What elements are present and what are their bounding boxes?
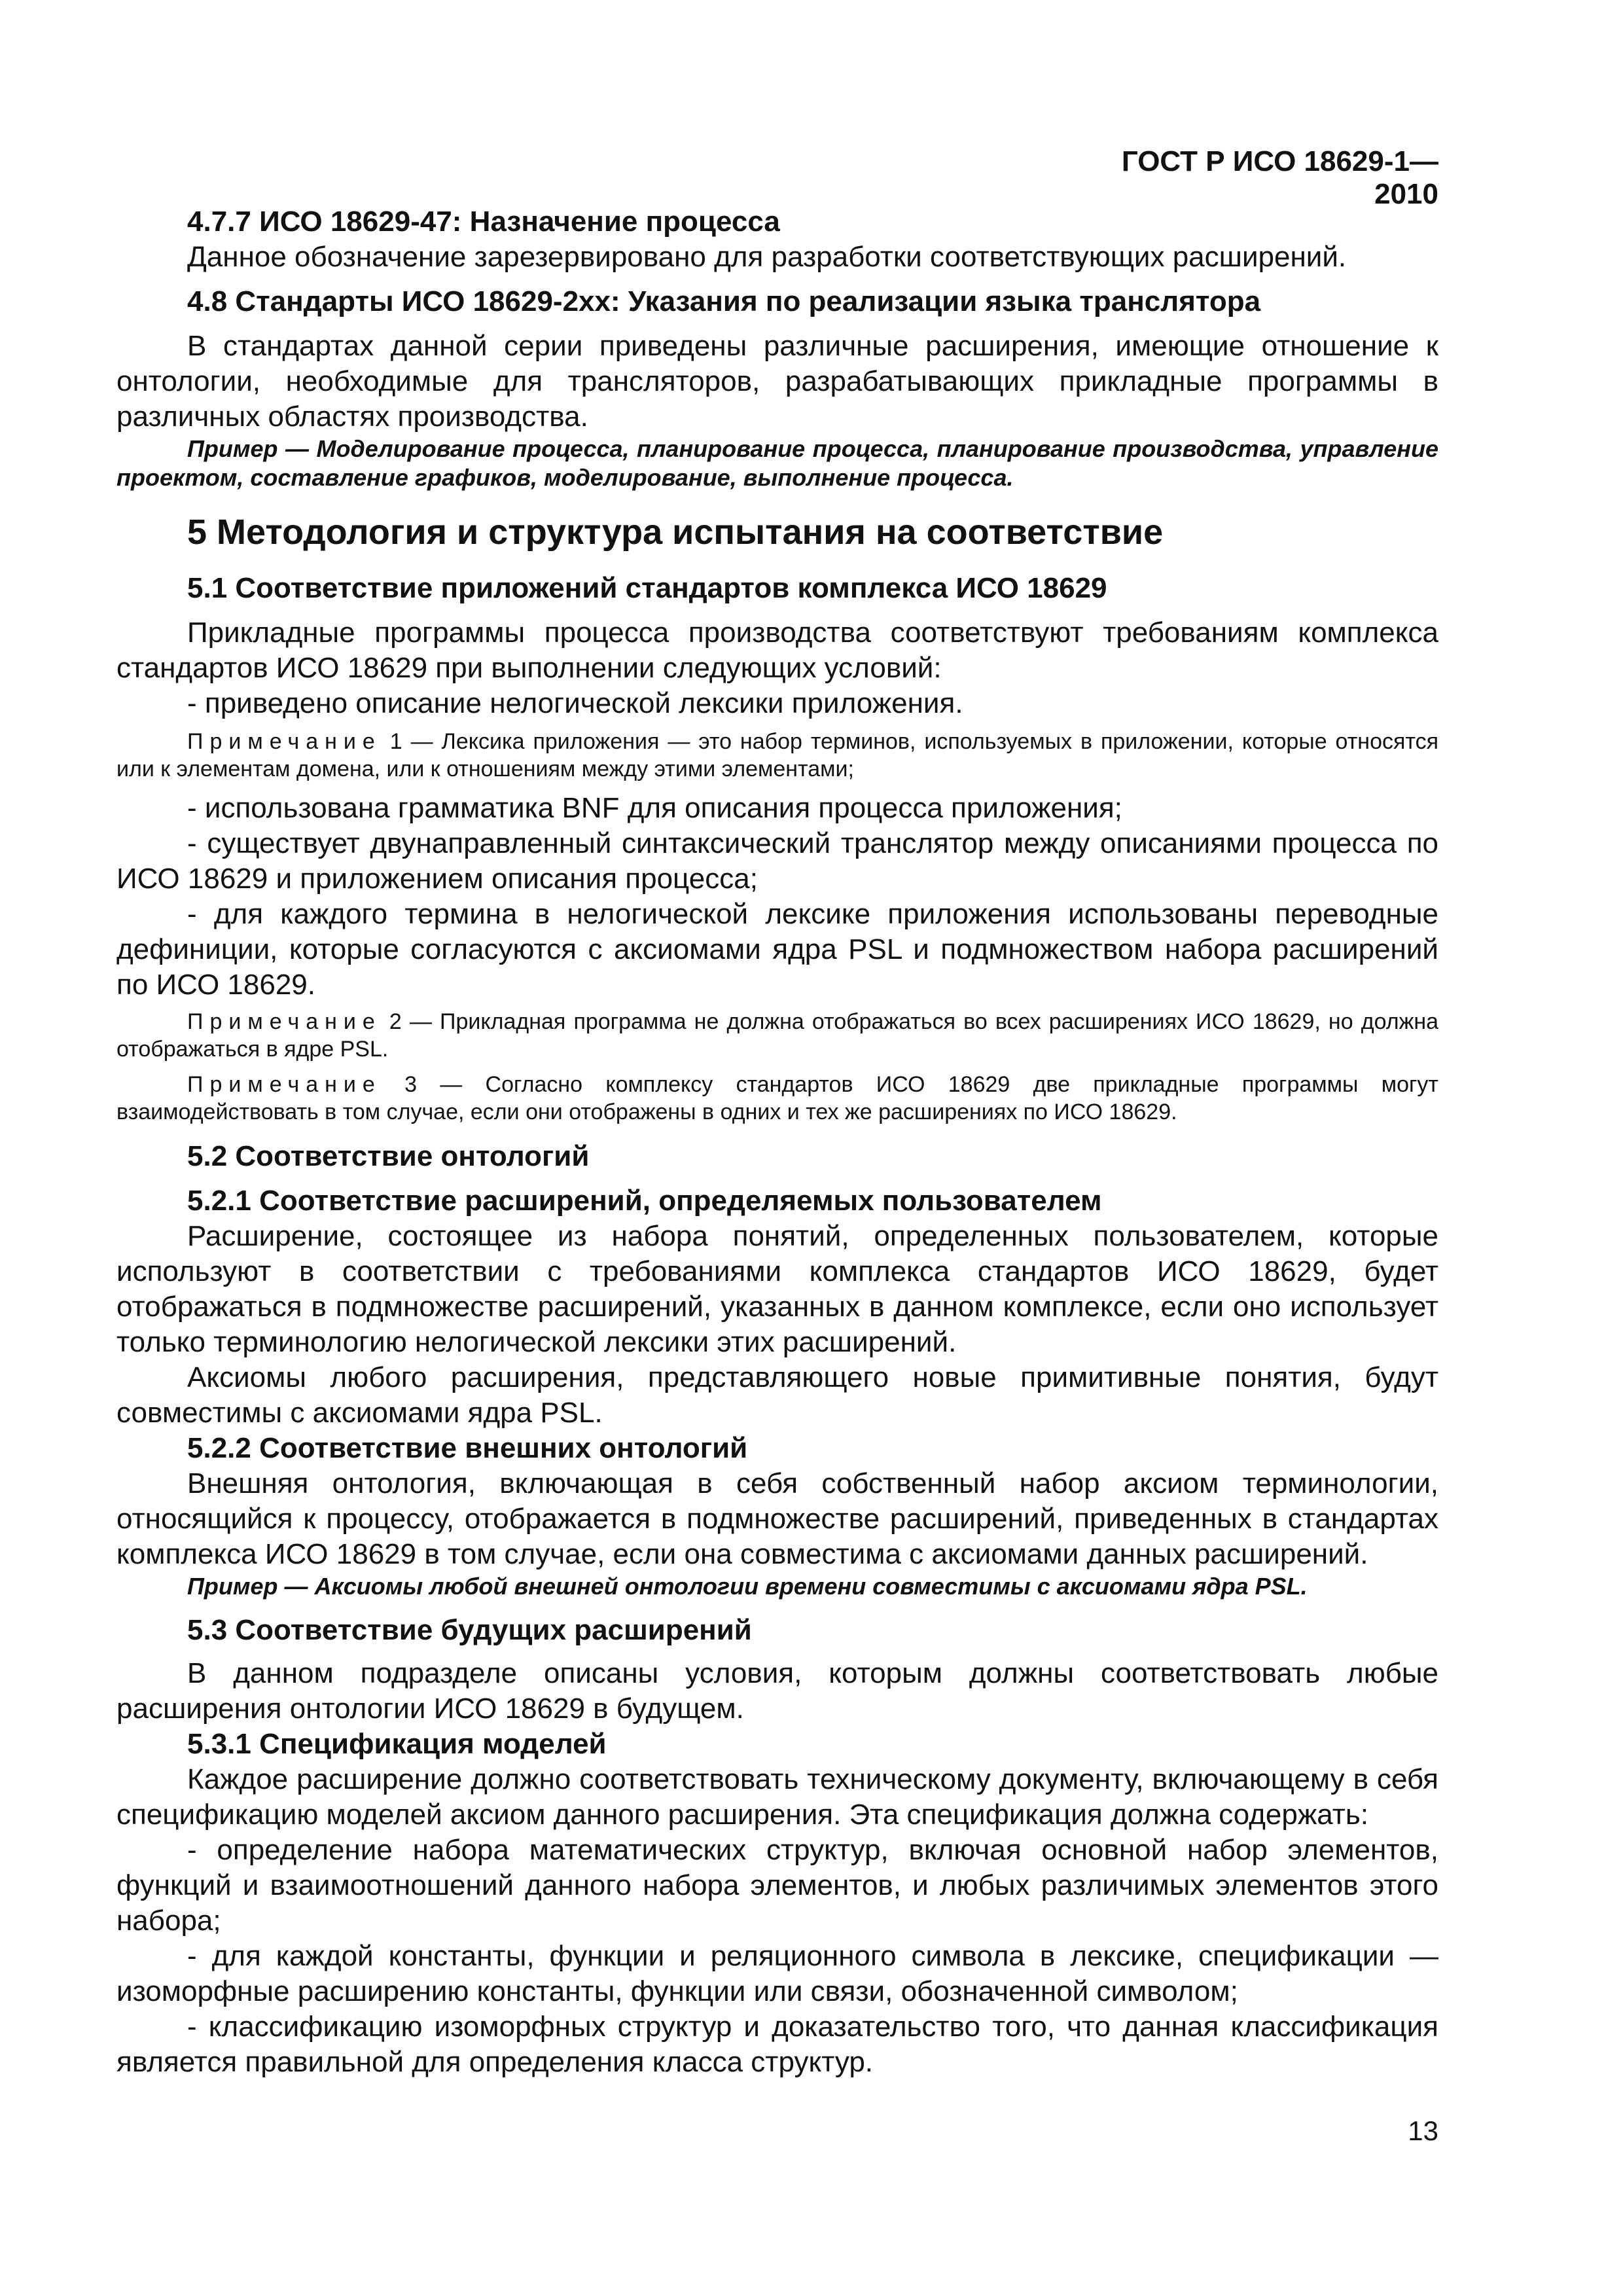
- note-label: Примечание: [187, 1009, 382, 1034]
- note: [116, 1008, 1438, 1063]
- note: [116, 728, 1438, 783]
- clause-heading: 5.2 Соответствие онтологий: [187, 1140, 590, 1172]
- note: [116, 1071, 1438, 1126]
- clause-heading: 5.3 Соответствие будущих расширений: [187, 1614, 752, 1646]
- document-id-header: ГОСТ Р ИСО 18629-1—2010: [1121, 145, 1438, 210]
- list-item: - определение набора математических структур, включая основной набор элементов, функций и взаимоотношений данного набора элементов, и любых различимых элементов этого набора;: [116, 1834, 1438, 1937]
- page-number: 13: [1408, 2115, 1438, 2146]
- example-text: Пример — Аксиомы любой внешней онтологии времени совместимы с аксиомами ядра PSL.: [187, 1573, 1308, 1600]
- paragraph: Расширение, состоящее из набора понятий, определенных пользователем, которые используют в соответствии с требованиями комплекса стандартов ИСО 18629, будет отображаться в подмножестве расширений, указанных в данном комплексе, если оно использует только терминологию нелогической лексики этих расширений.: [116, 1220, 1438, 1358]
- clause-heading: 5.3.1 Спецификация моделей: [187, 1728, 607, 1760]
- paragraph: Внешняя онтология, включающая в себя собственный набор аксиом терминологии, относящийся к процессу, отображается в подмножестве расширений, приведенных в стандартах комплекса ИСО 18629 в том случае, если она совместима с аксиомами данных расширений.: [116, 1467, 1438, 1570]
- section-heading: 5 Методология и структура испытания на соответствие: [187, 512, 1164, 552]
- list-item: - приведено описание нелогической лексики приложения.: [187, 687, 963, 719]
- clause-heading: 4.7.7 ИСО 18629-47: Назначение процесса: [187, 206, 780, 238]
- list-item: - классификацию изоморфных структур и доказательство того, что данная классификация является правильной для определения класса структур.: [116, 2011, 1438, 2078]
- note-label: Примечание: [187, 729, 382, 754]
- page-content: [116, 204, 1438, 2080]
- paragraph: Аксиомы любого расширения, представляющего новые примитивные понятия, будут совместимы с аксиомами ядра PSL.: [116, 1361, 1438, 1429]
- paragraph: В стандартах данной серии приведены различные расширения, имеющие отношение к онтологии, необходимые для трансляторов, разрабатывающих прикладные программы в различных областях производства.: [116, 330, 1438, 433]
- note-text: 2 — Прикладная программа не должна отображаться во всех расширениях ИСО 18629, но должна отображаться в ядре PSL.: [116, 1009, 1438, 1062]
- clause-heading: 4.8 Стандарты ИСО 18629-2xx: Указания по реализации языка транслятора: [187, 285, 1261, 317]
- note-text: 3 — Согласно комплексу стандартов ИСО 18629 две прикладные программы могут взаимодействовать в том случае, если они отображены в одних и тех же расширениях по ИСО 18629.: [116, 1072, 1438, 1124]
- list-item: - использована грамматика BNF для описания процесса приложения;: [187, 792, 1122, 824]
- clause-heading: 5.2.1 Соответствие расширений, определяемых пользователем: [187, 1185, 1102, 1217]
- clause-heading: 5.2.2 Соответствие внешних онтологий: [187, 1432, 748, 1464]
- paragraph: Прикладные программы процесса производства соответствуют требованиям комплекса стандартов ИСО 18629 при выполнении следующих условий:: [116, 617, 1438, 684]
- list-item: - существует двунаправленный синтаксический транслятор между описаниями процесса по ИСО 18629 и приложением описания процесса;: [116, 827, 1438, 895]
- list-item: - для каждого термина в нелогической лексике приложения использованы переводные дефиниции, которые согласуются с аксиомами ядра PSL и подмножеством набора расширений по ИСО 18629.: [116, 898, 1438, 1001]
- note-label: Примечание: [187, 1072, 382, 1097]
- note-text: 1 — Лексика приложения — это набор терминов, используемых в приложении, которые относятся или к элементам домена, или к отношениям между этими элементами;: [116, 729, 1438, 781]
- example-text: Пример — Моделирование процесса, планирование процесса, планирование производства, управление проектом, составление графиков, моделирование, выполнение процесса.: [116, 435, 1438, 491]
- paragraph: Данное обозначение зарезервировано для разработки соответствующих расширений.: [187, 241, 1347, 273]
- paragraph: Каждое расширение должно соответствовать техническому документу, включающему в себя спецификацию моделей аксиом данного расширения. Эта спецификация должна содержать:: [116, 1763, 1438, 1831]
- paragraph: В данном подразделе описаны условия, которым должны соответствовать любые расширения онтологии ИСО 18629 в будущем.: [116, 1657, 1438, 1725]
- clause-heading: 5.1 Соответствие приложений стандартов комплекса ИСО 18629: [187, 572, 1107, 604]
- list-item: - для каждой константы, функции и реляционного символа в лексике, спецификации — изоморфные расширению константы, функции или связи, обозначенной символом;: [116, 1940, 1438, 2007]
